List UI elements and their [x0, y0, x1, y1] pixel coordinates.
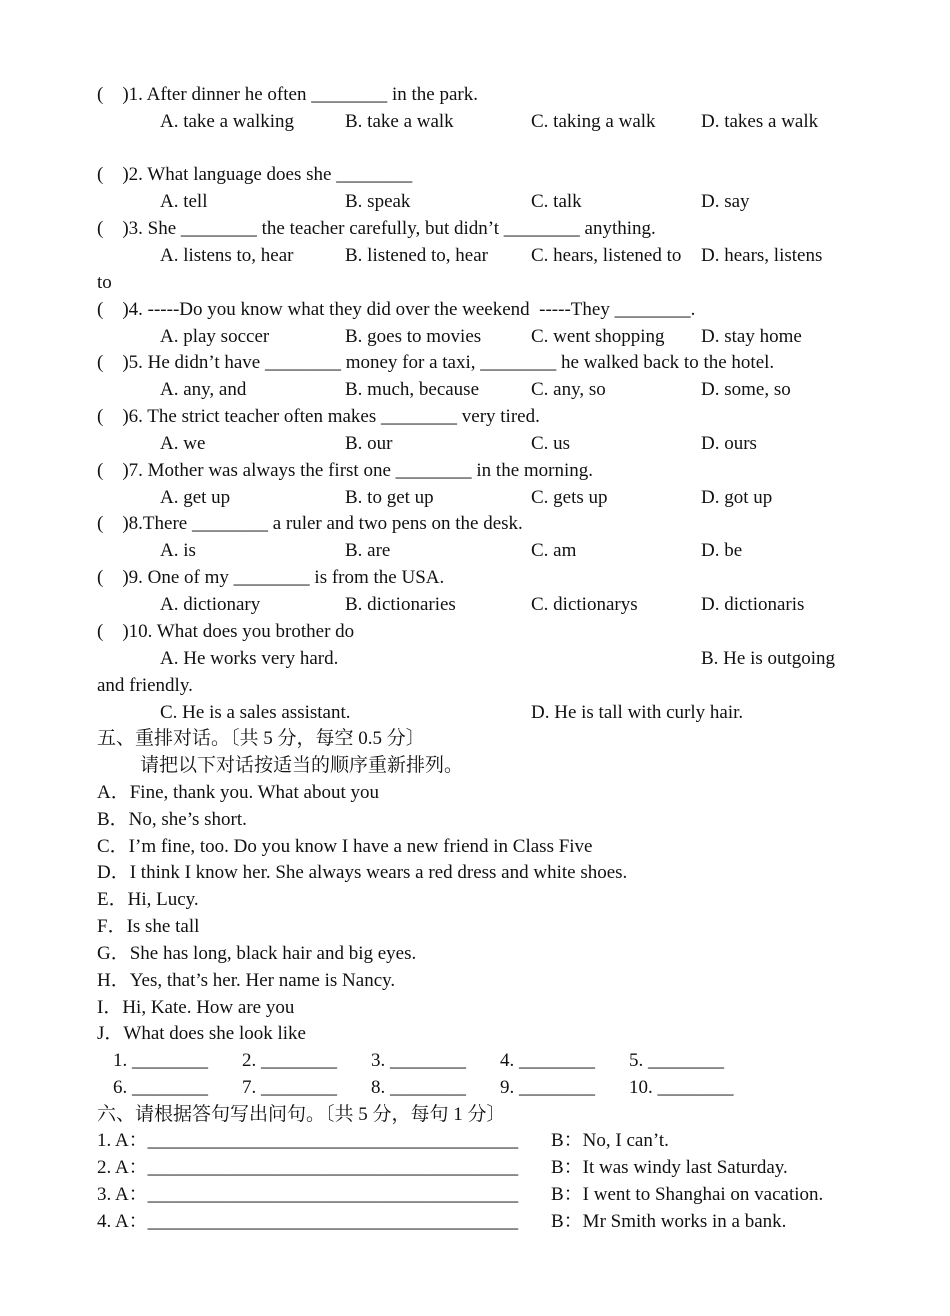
option-d: D. be: [701, 540, 743, 561]
option-c: C. taking a walk: [531, 111, 656, 132]
question-stem: ( )5. He didn’t have ________ money for a taxi, ________ he walked back to the hotel.: [97, 352, 775, 373]
dialogue-line: D．I think I know her. She always wears a red dress and white shoes.: [97, 862, 628, 883]
option-c: C. am: [531, 540, 577, 561]
option-b: B. to get up: [345, 487, 434, 508]
section-title: 五、重排对话。〔共 5 分，每空 0.5 分〕: [97, 728, 425, 749]
dialogue-line: I．Hi, Kate. How are you: [97, 997, 295, 1018]
answer-blank[interactable]: 2. ________: [242, 1050, 337, 1071]
option-b: B. much, because: [345, 379, 480, 400]
dialogue-line: A．Fine, thank you. What about you: [97, 782, 379, 803]
question-stem: ( )6. The strict teacher often makes ________ very tired.: [97, 406, 540, 427]
option-d: D. say: [701, 191, 750, 212]
option-c: C. hears, listened to: [531, 245, 682, 266]
answer-blank[interactable]: 1. ________: [113, 1050, 208, 1071]
option-d: D. stay home: [701, 326, 802, 347]
question-stem: ( )10. What does you brother do: [97, 621, 355, 642]
question-stem: ( )1. After dinner he often ________ in the park.: [97, 84, 478, 105]
section-instruction: 请把以下对话按适当的顺序重新排列。: [140, 755, 464, 776]
option-a: A. dictionary: [160, 594, 261, 615]
dialogue-line: G．She has long, black hair and big eyes.: [97, 943, 417, 964]
option-c: C. He is a sales assistant.: [160, 702, 351, 723]
dialogue-line: H．Yes, that’s her. Her name is Nancy.: [97, 970, 396, 991]
answer-blank[interactable]: 5. ________: [629, 1050, 724, 1071]
question-blank[interactable]: 2. A：_______________________________________: [97, 1157, 519, 1178]
option-a: A. tell: [160, 191, 208, 212]
option-d: D. dictionaris: [701, 594, 805, 615]
option-d: D. takes a walk: [701, 111, 819, 132]
answer-blank[interactable]: 9. ________: [500, 1077, 595, 1098]
question-blank[interactable]: 4. A：_______________________________________: [97, 1211, 519, 1232]
dialogue-line: C．I’m fine, too. Do you know I have a new friend in Class Five: [97, 836, 593, 857]
answer-blank[interactable]: 10. ________: [629, 1077, 734, 1098]
answer-blank[interactable]: 4. ________: [500, 1050, 595, 1071]
option-c: C. talk: [531, 191, 582, 212]
option-b: B. our: [345, 433, 393, 454]
question-stem: ( )4. -----Do you know what they did over the weekend -----They ________.: [97, 299, 696, 320]
dialogue-line: F．Is she tall: [97, 916, 200, 937]
answer-line: B：No, I can’t.: [551, 1130, 669, 1151]
option-b: B. dictionaries: [345, 594, 456, 615]
question-blank[interactable]: 3. A：_______________________________________: [97, 1184, 519, 1205]
option-d: D. ours: [701, 433, 757, 454]
dialogue-line: J．What does she look like: [97, 1023, 306, 1044]
option-wrap: to: [97, 272, 112, 293]
option-c: C. any, so: [531, 379, 606, 400]
option-d: D. hears, listens: [701, 245, 823, 266]
option-b: B. goes to movies: [345, 326, 482, 347]
option-b: B. are: [345, 540, 391, 561]
dialogue-line: E．Hi, Lucy.: [97, 889, 199, 910]
option-c: C. dictionarys: [531, 594, 638, 615]
answer-blank[interactable]: 7. ________: [242, 1077, 337, 1098]
question-stem: ( )2. What language does she ________: [97, 164, 413, 185]
dialogue-line: B．No, she’s short.: [97, 809, 247, 830]
option-a: A. is: [160, 540, 196, 561]
option-a: A. we: [160, 433, 206, 454]
option-d: D. some, so: [701, 379, 791, 400]
question-stem: ( )8.There ________ a ruler and two pens on the desk.: [97, 513, 523, 534]
question-stem: ( )3. She ________ the teacher carefully, but didn’t ________ anything.: [97, 218, 656, 239]
question-stem: ( )7. Mother was always the first one ________ in the morning.: [97, 460, 594, 481]
option-d: D. He is tall with curly hair.: [531, 702, 744, 723]
option-a: A. play soccer: [160, 326, 270, 347]
answer-blank[interactable]: 6. ________: [113, 1077, 208, 1098]
option-b: B. listened to, hear: [345, 245, 488, 266]
option-wrap: and friendly.: [97, 675, 193, 696]
question-blank[interactable]: 1. A：_______________________________________: [97, 1130, 519, 1151]
answer-blank[interactable]: 8. ________: [371, 1077, 466, 1098]
answer-line: B：Mr Smith works in a bank.: [551, 1211, 787, 1232]
option-a: A. He works very hard.: [160, 648, 339, 669]
option-a: A. listens to, hear: [160, 245, 294, 266]
option-a: A. get up: [160, 487, 231, 508]
question-stem: ( )9. One of my ________ is from the USA.: [97, 567, 445, 588]
section-title: 六、请根据答句写出问句。〔共 5 分，每句 1 分〕: [97, 1104, 506, 1125]
option-c: C. us: [531, 433, 571, 454]
option-a: A. take a walking: [160, 111, 295, 132]
option-c: C. went shopping: [531, 326, 665, 347]
answer-line: B：I went to Shanghai on vacation.: [551, 1184, 824, 1205]
option-d: D. got up: [701, 487, 773, 508]
answer-line: B：It was windy last Saturday.: [551, 1157, 788, 1178]
option-b: B. speak: [345, 191, 411, 212]
answer-blank[interactable]: 3. ________: [371, 1050, 466, 1071]
option-c: C. gets up: [531, 487, 608, 508]
option-b: B. He is outgoing: [701, 648, 836, 669]
option-a: A. any, and: [160, 379, 247, 400]
option-b: B. take a walk: [345, 111, 454, 132]
